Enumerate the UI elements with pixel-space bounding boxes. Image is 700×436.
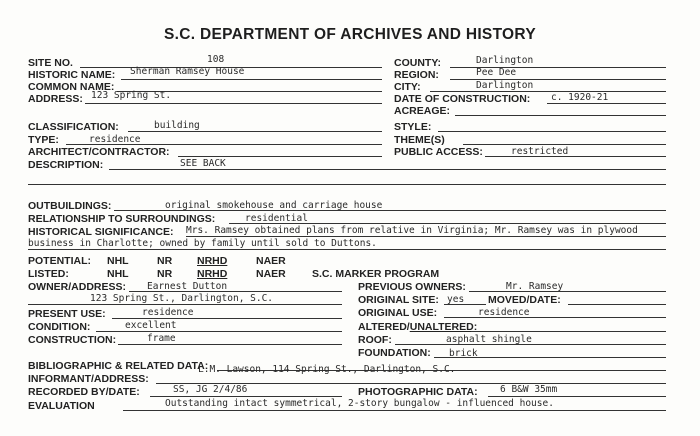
potential-nr: NR (157, 255, 173, 267)
city-label: CITY: (394, 81, 421, 93)
address-line (85, 103, 382, 104)
marker-program-label: S.C. MARKER PROGRAM (312, 268, 440, 280)
original-site-label: ORIGINAL SITE: (358, 294, 439, 306)
classification-value: building (154, 120, 200, 131)
historical-significance-line (186, 236, 666, 237)
date-construction-label: DATE OF CONSTRUCTION: (394, 93, 531, 105)
architect-label: ARCHITECT/CONTRACTOR: (28, 146, 170, 158)
style-line (438, 131, 666, 132)
architect-line (178, 156, 382, 157)
public-access-value: restricted (511, 146, 569, 157)
moved-date-line (568, 304, 666, 305)
public-access-label: PUBLIC ACCESS: (394, 146, 483, 158)
description-line (109, 169, 666, 170)
city-value: Darlington (476, 80, 534, 91)
listed-naer: NAER (256, 268, 286, 280)
date-construction-value: c. 1920-21 (551, 92, 609, 103)
county-value: Darlington (476, 55, 534, 66)
listed-nr: NR (157, 268, 173, 280)
owner-value-1: Earnest Dutton (147, 281, 228, 292)
bibliographic-label: BIBLIOGRAPHIC & RELATED DATA: (28, 360, 209, 372)
historical-significance-label: HISTORICAL SIGNIFICANCE: (28, 226, 174, 238)
listed-nhl: NHL (107, 268, 129, 280)
common-name-label: COMMON NAME: (28, 81, 115, 93)
altered-line (471, 331, 666, 332)
address-value: 123 Spring St. (91, 90, 172, 101)
listed-label: LISTED: (28, 268, 69, 280)
potential-naer: NAER (256, 255, 286, 267)
foundation-label: FOUNDATION: (358, 347, 431, 359)
county-label: COUNTY: (394, 57, 442, 69)
description-extra-line (28, 184, 666, 185)
description-value: SEE BACK (180, 158, 226, 169)
site-no-label: SITE NO. (28, 57, 73, 69)
construction-value: frame (147, 333, 176, 344)
original-use-label: ORIGINAL USE: (358, 307, 438, 319)
condition-line (96, 331, 342, 332)
acreage-label: ACREAGE: (394, 105, 451, 117)
description-label: DESCRIPTION: (28, 159, 104, 171)
historical-significance-value-2: business in Charlotte; owned by family until sold to Duttons. (28, 238, 377, 249)
historic-name-value: Sherman Ramsey House (130, 66, 245, 77)
historic-name-line (121, 79, 382, 80)
moved-date-label: MOVED/DATE: (488, 294, 561, 306)
recorded-by-value: SS, JG 2/4/86 (173, 384, 248, 395)
photographic-line (488, 396, 666, 397)
present-use-line (112, 318, 342, 319)
owner-value-2: 123 Spring St., Darlington, S.C. (90, 293, 274, 304)
owner-address-line-2 (28, 304, 342, 305)
themes-label: THEME(S) (394, 134, 445, 146)
present-use-value: residence (142, 307, 194, 318)
outbuildings-label: OUTBUILDINGS: (28, 200, 112, 212)
type-label: TYPE: (28, 134, 59, 146)
condition-value: excellent (125, 320, 177, 331)
form-title: S.C. DEPARTMENT OF ARCHIVES AND HISTORY (164, 26, 536, 43)
classification-label: CLASSIFICATION: (28, 121, 119, 133)
original-use-value: residence (478, 307, 530, 318)
original-site-value: yes (447, 294, 465, 305)
relationship-label: RELATIONSHIP TO SURROUNDINGS: (28, 213, 216, 225)
potential-nhl: NHL (107, 255, 129, 267)
region-label: REGION: (394, 69, 439, 81)
informant-label: INFORMANT/ADDRESS: (28, 373, 149, 385)
photographic-value: 6 B&W 35mm (500, 384, 558, 395)
present-use-label: PRESENT USE: (28, 308, 106, 320)
construction-label: CONSTRUCTION: (28, 334, 117, 346)
themes-line (463, 144, 666, 145)
altered-label (358, 321, 477, 333)
roof-value: asphalt shingle (446, 334, 532, 345)
roof-label: ROOF: (358, 334, 392, 346)
previous-owners-line (469, 291, 666, 292)
listed-nrhd: NRHD (197, 268, 228, 280)
acreage-line (455, 115, 666, 116)
style-label: STYLE: (394, 121, 432, 133)
foundation-value: brick (449, 348, 478, 359)
historical-significance-line-2 (28, 249, 666, 250)
bibliographic-value: L.M. Lawson, 114 Spring St., Darlington, S.C. (198, 364, 456, 375)
owner-address-label: OWNER/ADDRESS: (28, 281, 127, 293)
construction-line (118, 344, 342, 345)
address-label: ADDRESS: (28, 93, 83, 105)
evaluation-line (123, 410, 666, 411)
relationship-value: residential (245, 213, 308, 224)
type-value: residence (89, 134, 141, 145)
outbuildings-value: original smokehouse and carriage house (165, 200, 383, 211)
photographic-label: PHOTOGRAPHIC DATA: (358, 386, 478, 398)
historic-name-label: HISTORIC NAME: (28, 69, 116, 81)
recorded-by-label: RECORDED BY/DATE: (28, 386, 140, 398)
historical-significance-value-1: Mrs. Ramsey obtained plans from relative in Virginia; Mr. Ramsey was in plywood (186, 225, 638, 236)
region-value: Pee Dee (476, 67, 517, 78)
date-construction-line (547, 103, 666, 104)
previous-owners-label: PREVIOUS OWNERS: (358, 281, 466, 293)
altered-text: ALTERED/ (358, 321, 410, 333)
classification-line (128, 131, 382, 132)
city-line (430, 91, 666, 92)
recorded-by-line (150, 396, 342, 397)
condition-label: CONDITION: (28, 321, 91, 333)
previous-owners-value: Mr. Ramsey (506, 281, 564, 292)
evaluation-label: EVALUATION (28, 400, 95, 412)
potential-nrhd: NRHD (197, 255, 228, 267)
site-no-value: 108 (207, 54, 225, 65)
potential-label: POTENTIAL: (28, 255, 91, 267)
unaltered-text: UNALTERED: (409, 321, 478, 333)
evaluation-value: Outstanding intact symmetrical, 2-story bungalow - influenced house. (165, 398, 554, 409)
